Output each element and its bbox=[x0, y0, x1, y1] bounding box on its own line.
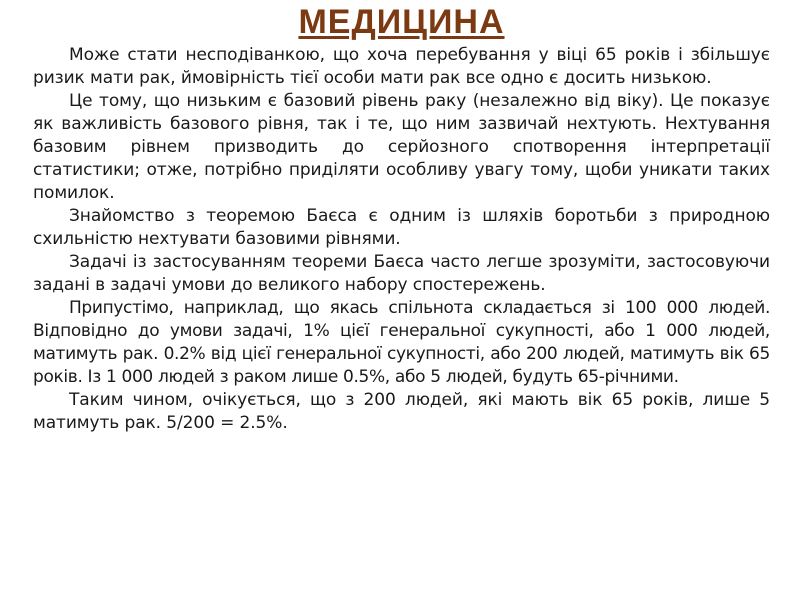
paragraph-4: Задачі із застосуванням теореми Баєса часто легше зрозуміти, застосовуючи задані в задачі умови до великого набору спостережень. bbox=[33, 252, 770, 295]
slide-title: МЕДИЦИНА bbox=[298, 3, 505, 41]
slide-body bbox=[33, 44, 770, 435]
paragraph-5: Припустімо, наприклад, що якась спільнота складається зі 100 000 людей. Відповідно до умови задачі, 1% цієї генеральної сукупності, або 1 000 людей, матимуть рак. 0.2% від цієї генеральної сукупності, або 200 людей, матимуть вік 65 років. Із 1 000 людей з раком лише 0.5%, або 5 людей, будуть 65-річними. bbox=[33, 298, 770, 387]
paragraph-2: Це тому, що низьким є базовий рівень раку (незалежно від віку). Це показує як важливість базового рівня, так і те, що ним зазвичай нехтують. Нехтування базовим рівнем призводить до серйозного спотворення інтерпретації статистики; отже, потрібно приділяти особливу увагу тому, щоби уникати таких помилок. bbox=[33, 91, 770, 203]
paragraph-1: Може стати несподіванкою, що хоча перебування у віці 65 років і збільшує ризик мати рак, ймовірність тієї особи мати рак все одно є досить низькою. bbox=[33, 45, 770, 88]
paragraph-6: Таким чином, очікується, що з 200 людей, які мають вік 65 років, лише 5 матимуть рак. 5/200 = 2.5%. bbox=[33, 390, 770, 433]
paragraph-3: Знайомство з теоремою Баєса є одним із шляхів боротьби з природною схильністю нехтувати базовими рівнями. bbox=[33, 206, 770, 249]
